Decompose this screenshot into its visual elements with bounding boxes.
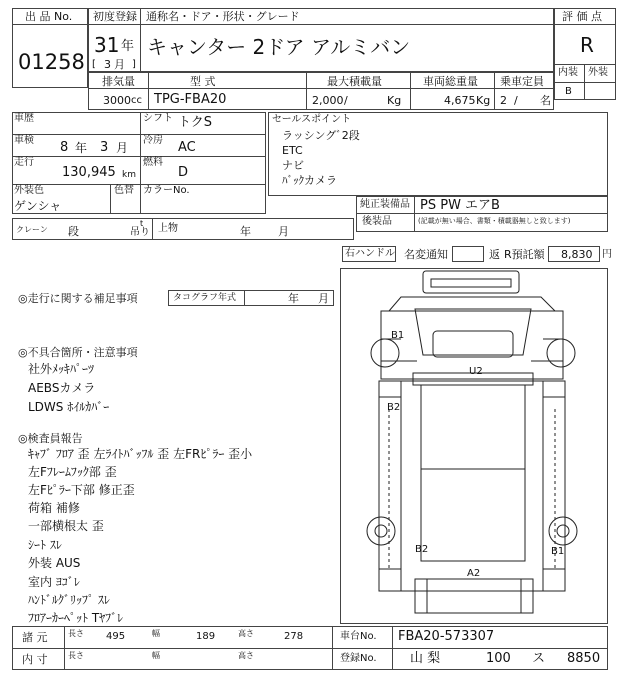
chassis-label: 車台No. [340,631,377,642]
crane-box [12,218,354,240]
color-change-label: 色替 [114,185,134,196]
specs-label: 諸 元 [22,631,48,644]
sales-point-1: ラッシングﾞ2段 [282,129,360,142]
inspector-item: 室内 ﾖｺﾞﾚ [28,575,80,589]
inspector-item: 荷箱 補修 [28,501,80,515]
registration-class: 100 [486,651,511,666]
driving-notes-title: ◎走行に関する補足事項 [18,292,138,305]
damage-diagram [340,268,608,624]
shift-label: シフト [143,113,173,124]
displacement-value: 3000 [103,94,131,107]
name-change-box [452,246,484,262]
defects-title: ◎不具合箇所・注意事項 [18,346,138,359]
height-label: 高さ [238,629,254,638]
sales-point-4: ﾊﾞｯｸカメラ [282,174,337,187]
history-label: 車歴 [14,113,34,124]
max-load-unit: Kg [387,94,402,107]
inspection-label: 車検 [14,135,34,146]
name-label: 通称名・ドア・形状・グレード [146,10,300,23]
r-deposit-label: R預託額 [504,248,545,261]
inspector-item: 左Fﾌﾚｰﾑﾌｯｸ部 歪 [28,465,117,479]
capacity-label: 乗車定員 [500,75,544,88]
damage-mark-u2: U2 [469,366,483,377]
width-label: 幅 [152,629,160,638]
defect-item: LDWS ﾎｲﾙｶﾊﾞｰ [28,400,110,414]
max-load-value: 2,000 [312,94,344,107]
registration-label: 登録No. [340,653,377,664]
crane-label: クレーン [16,225,48,234]
max-load-label: 最大積載量 [327,75,382,88]
upper-body-label: 上物 [158,223,178,234]
registration-number: 8850 [567,651,601,666]
oem-equipment-label: 純正装備品 [360,199,410,210]
shift-value: トクS [178,115,212,130]
oem-equipment-value: PS PW エアB [420,198,500,213]
first-reg-label: 初度登録 [93,10,137,23]
mileage-unit: km [122,170,136,180]
mileage-label: 走行 [14,157,34,168]
inspection-year: 8 [60,140,69,155]
ext-color-label: 外装色 [14,185,44,196]
damage-mark-b2-side: B2 [387,402,401,413]
inspector-item: 左Fﾋﾟﾗｰ下部 修正歪 [28,483,135,497]
inner-size-label: 内 寸 [22,653,48,666]
inspector-item: ｼｰﾄ ｽﾚ [28,538,62,552]
defect-item: AEBSカメラ [28,381,96,395]
inner-length-label: 長さ [68,651,84,660]
ext-color-value: ゲンシャ [14,199,62,213]
capacity-value: 2 [500,94,507,107]
inspection-month-unit: 月 [116,141,129,155]
upper-year-unit: 年 [240,225,251,238]
r-deposit-value: 8,830 [561,248,593,261]
sales-points-label: セールスポイント [272,114,352,125]
inspection-year-unit: 年 [75,141,88,155]
length-value: 495 [106,631,126,642]
fuel-value: D [178,165,189,180]
inspector-item: 外装 AUS [28,556,81,570]
damage-mark-b1-front: B1 [391,330,405,341]
crane-hang: 吊り [130,227,150,238]
vehicle-name: キャンター 2ドア アルミバン [147,35,411,59]
interior-grade: B [565,86,572,97]
ac-value: AC [178,140,196,155]
year-unit: 年 [121,39,135,54]
defect-item: 社外ﾒｯｷﾊﾟｰﾂ [28,362,95,376]
inspector-title: ◎検査員報告 [18,432,83,445]
displacement-unit: cc [131,95,142,106]
height-value: 278 [284,631,304,642]
tachograph-label: タコグラフ年式 [173,293,237,303]
damage-mark-b1-rear: B1 [551,546,565,557]
displacement-label: 排気量 [102,75,135,88]
exterior-label: 外装 [588,67,608,78]
gross-weight-value: 4,675 [444,94,476,107]
length-label: 長さ [68,629,84,638]
month-unit: 月 [114,58,125,71]
gross-weight-label: 車両総重量 [423,75,478,88]
interior-label: 内装 [558,67,578,78]
return-label: 返 [489,248,500,261]
first-reg-month: 3 [104,58,111,71]
capacity-unit: 名 [540,94,551,107]
tachograph-year-unit: 年 [288,292,299,305]
tachograph-month-unit: 月 [318,292,329,305]
inner-width-label: 幅 [152,651,160,660]
damage-mark-b2-rear: B2 [415,544,429,555]
ac-label: 冷房 [143,135,163,146]
registration-region: 山 梨 [410,651,441,666]
model-value: TPG-FBA20 [154,92,227,107]
inspector-item: ﾌﾛｱｰｶｰﾍﾟｯﾄ Tﾔﾌﾞﾚ [28,611,124,625]
crane-stage: 段 [68,225,79,238]
first-reg-year: 31 [94,33,120,57]
aftermarket-label: 後装品 [362,216,392,227]
month-close: ] [132,59,136,70]
right-hand-label: 右ハンドル [345,248,395,259]
capacity-sep: / [514,94,518,107]
lot-label: 出 品 No. [25,10,73,23]
aftermarket-note: (記載が無い場合、書類・積載器無しと致します) [418,217,571,225]
width-value: 189 [196,631,216,642]
color-no-label: カラーNo. [143,185,190,196]
score-value: R [580,33,594,57]
sales-point-2: ETC [282,144,303,157]
inspector-item: ﾊﾝﾄﾞﾙｸﾞﾘｯﾌﾟ ｽﾚ [28,593,110,607]
inspection-month: 3 [100,140,109,155]
damage-mark-a2: A2 [467,568,481,579]
sales-point-3: ナビ [282,159,304,172]
r-deposit-unit: 円 [602,249,612,260]
registration-kana: ス [532,651,546,666]
chassis-value: FBA20-573307 [398,629,495,644]
crane-ton: t [140,219,144,228]
gross-weight-unit: Kg [476,94,491,107]
model-label: 型 式 [190,75,216,88]
month-open: [ [92,59,96,70]
fuel-label: 燃料 [143,157,163,168]
max-load-sep: / [344,94,348,107]
inspector-item: 一部横根太 歪 [28,519,104,533]
name-change-label: 名変通知 [404,248,448,261]
lot-number: 01258 [18,50,85,74]
mileage-value: 130,945 [62,165,116,180]
score-label: 評 価 点 [562,10,602,23]
upper-month-unit: 月 [278,225,289,238]
inner-height-label: 高さ [238,651,254,660]
inspector-item: ｷｬﾌﾞ ﾌﾛｱ 歪 左ﾗｲﾄﾊﾞｯﾌﾙ 歪 左FRﾋﾟﾗｰ 歪小 [28,447,253,461]
